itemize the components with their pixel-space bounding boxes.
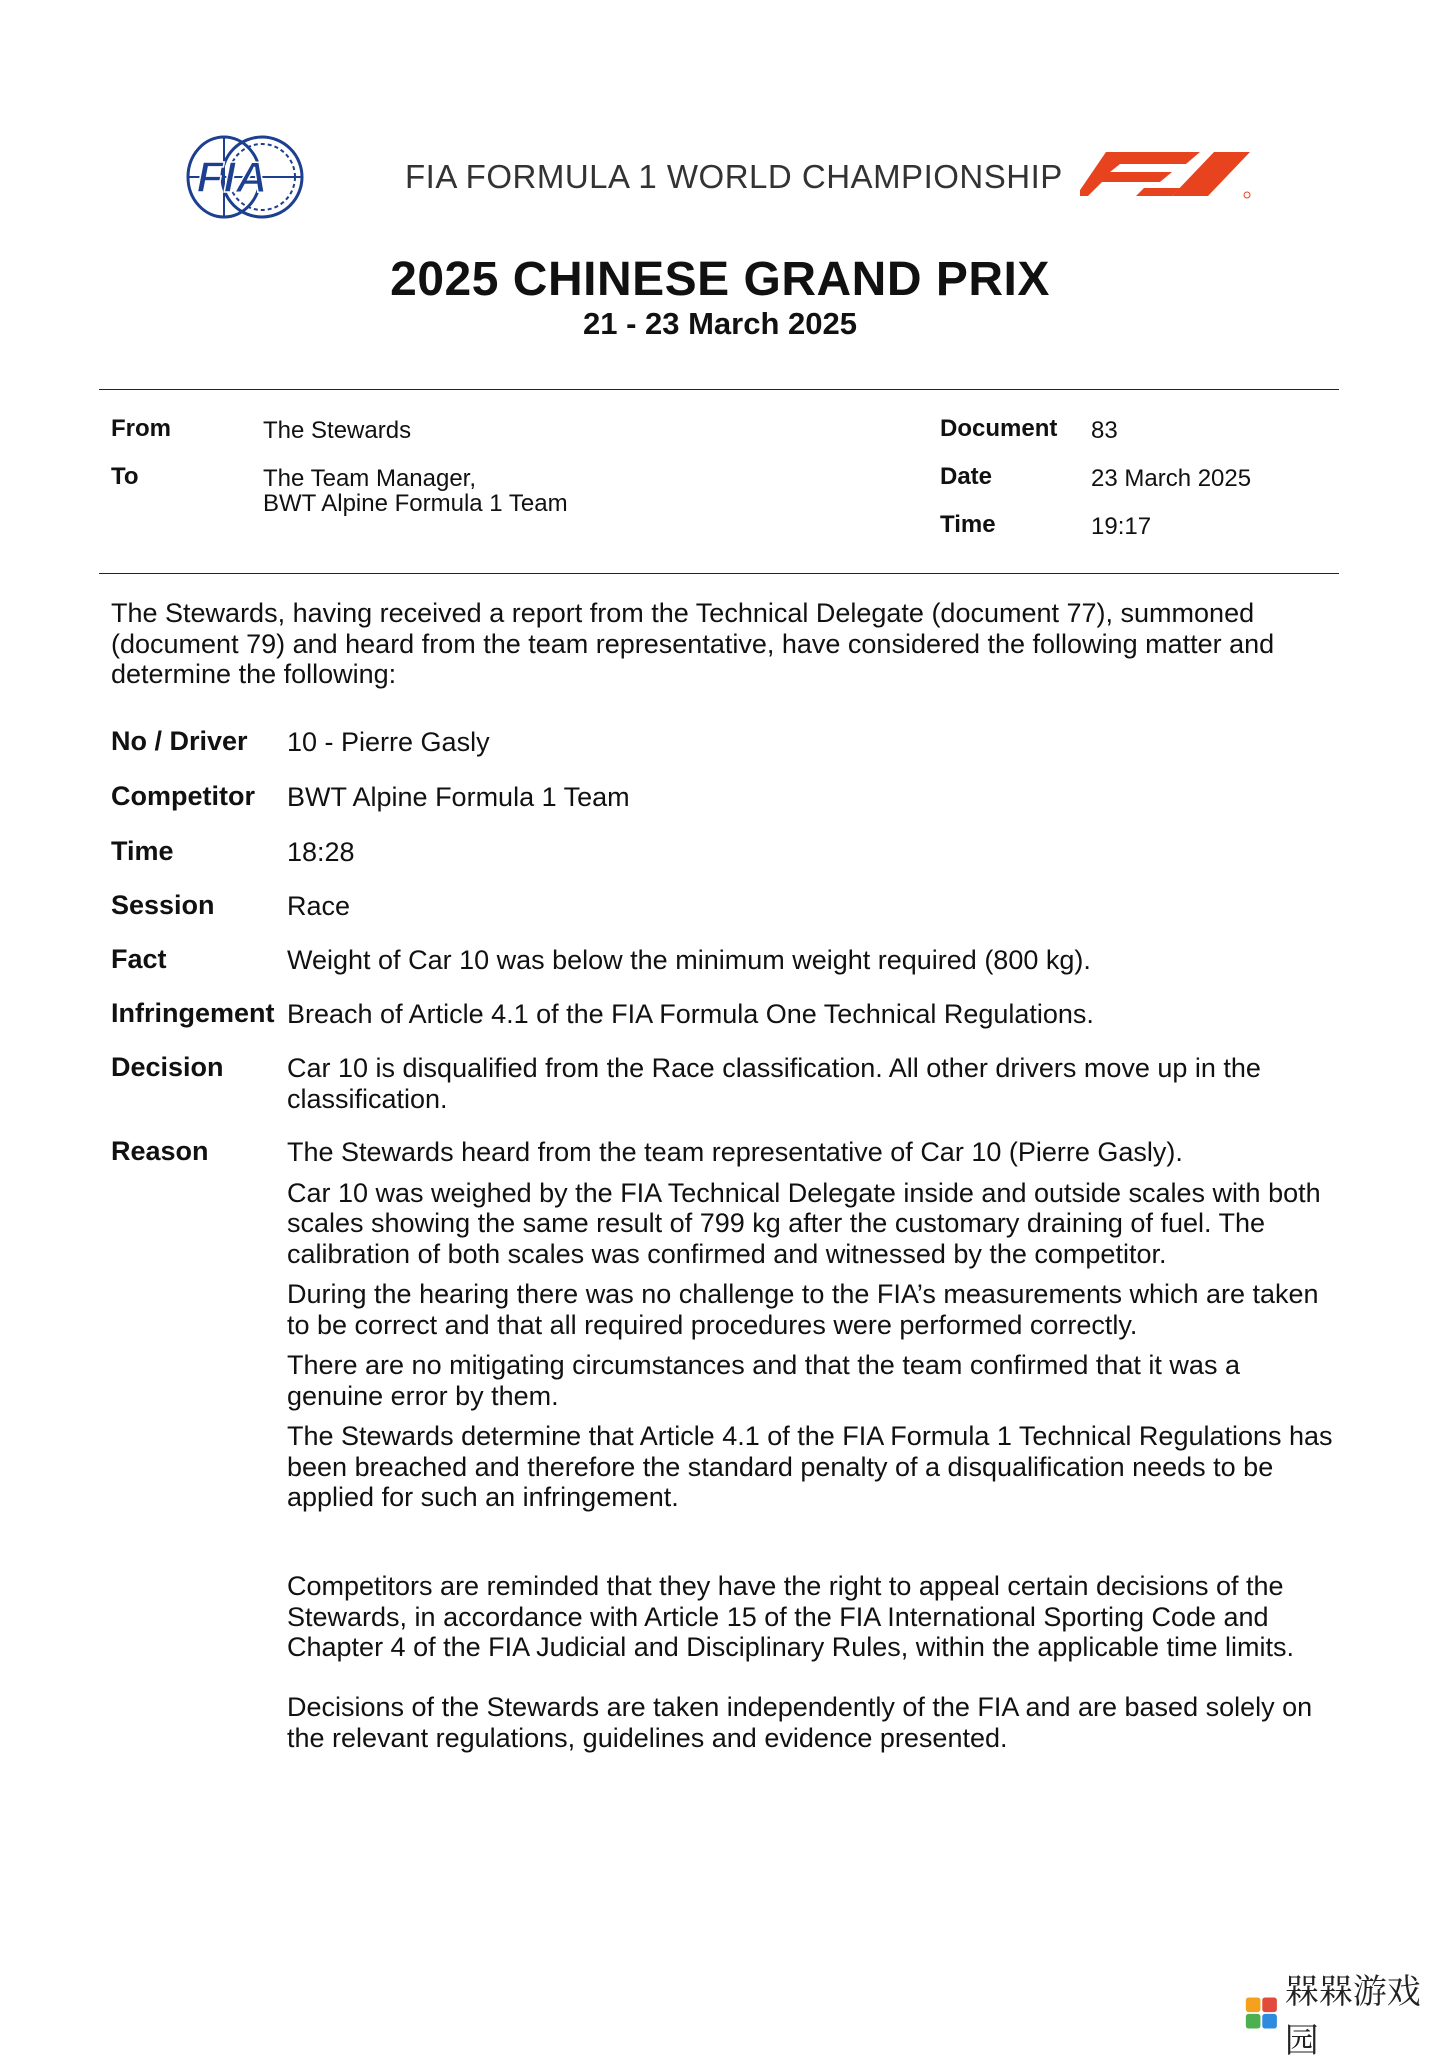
- time-row-label: Time: [111, 836, 174, 866]
- date-value: 23 March 2025: [1091, 465, 1252, 492]
- date-label: Date: [940, 463, 993, 490]
- decision-label: Decision: [111, 1052, 224, 1082]
- from-label: From: [111, 415, 171, 442]
- reason-label: Reason: [111, 1136, 209, 1166]
- to-value-line2: BWT Alpine Formula 1 Team: [263, 490, 568, 517]
- divider-bottom: [99, 573, 1339, 574]
- competitor-label: Competitor: [111, 781, 255, 811]
- reason-paragraph: During the hearing there was no challenge to the FIA’s measurements which are taken to be correct and that all required procedures were performed correctly.: [287, 1279, 1319, 1340]
- document-value: 83: [1091, 417, 1118, 444]
- reason-paragraph: There are no mitigating circumstances and that the team confirmed that it was a genuine error by them.: [287, 1350, 1240, 1411]
- fact-value: Weight of Car 10 was below the minimum weight required (800 kg).: [287, 945, 1091, 975]
- competitor-value: BWT Alpine Formula 1 Team: [287, 782, 630, 812]
- infringement-label: Infringement: [111, 998, 275, 1028]
- infringement-value: Breach of Article 4.1 of the FIA Formula One Technical Regulations.: [287, 999, 1094, 1029]
- reason-paragraph: The Stewards heard from the team representative of Car 10 (Pierre Gasly).: [287, 1137, 1183, 1167]
- driver-value: 10 - Pierre Gasly: [287, 727, 490, 757]
- f1-logo: [1080, 152, 1254, 200]
- reason-paragraph: Car 10 was weighed by the FIA Technical Delegate inside and outside scales with both scales showing the same result of 799 kg after the customary draining of fuel. The calibration of both scales was confirmed and witnessed by the competitor.: [287, 1177, 1321, 1269]
- fia-logo: [184, 132, 306, 222]
- reason-paragraph: The Stewards determine that Article 4.1 of the FIA Formula 1 Technical Regulations has been breached and therefore the standard penalty of a disqualification needs to be applied for such an infringement.: [287, 1421, 1333, 1512]
- fia-logo-text: FIA: [196, 153, 268, 202]
- document-label: Document: [940, 415, 1058, 442]
- time-value: 19:17: [1091, 513, 1152, 540]
- grand-prix-title: 2025 CHINESE GRAND PRIX: [390, 253, 1050, 306]
- driver-label: No / Driver: [111, 726, 248, 756]
- appeal-note: Competitors are reminded that they have the right to appeal certain decisions of the Stewards, in accordance with Article 15 of the FIA International Sporting Code and Chapter 4 of the FIA Judicial and Disciplinary Rules, within the applicable time limits.: [287, 1571, 1294, 1662]
- reason-value: [287, 1137, 1337, 1523]
- time-row-value: 18:28: [287, 837, 355, 867]
- from-value: The Stewards: [263, 417, 412, 444]
- watermark: [1244, 1972, 1440, 2061]
- divider-top: [99, 389, 1339, 390]
- time-label: Time: [940, 511, 996, 538]
- intro-paragraph: The Stewards, having received a report from the Technical Delegate (document 77), summoned (document 79) and heard from the team representative, have considered the following matter and determine the following:: [111, 598, 1275, 689]
- to-label: To: [111, 463, 139, 490]
- decision-value: Car 10 is disqualified from the Race classification. All other drivers move up in the classification.: [287, 1053, 1261, 1114]
- to-value-line1: The Team Manager,: [263, 465, 477, 492]
- session-value: Race: [287, 891, 351, 921]
- grand-prix-dates: 21 - 23 March 2025: [582, 306, 857, 341]
- championship-title: FIA FORMULA 1 WORLD CHAMPIONSHIP: [405, 158, 1063, 195]
- session-label: Session: [111, 890, 215, 920]
- watermark-text: 槑槑游戏园: [1284, 1972, 1421, 2061]
- independence-note: Decisions of the Stewards are taken independently of the FIA and are based solely on the relevant regulations, guidelines and evidence presented.: [287, 1692, 1313, 1753]
- fact-label: Fact: [111, 944, 167, 974]
- watermark-icon: [1244, 1994, 1279, 2032]
